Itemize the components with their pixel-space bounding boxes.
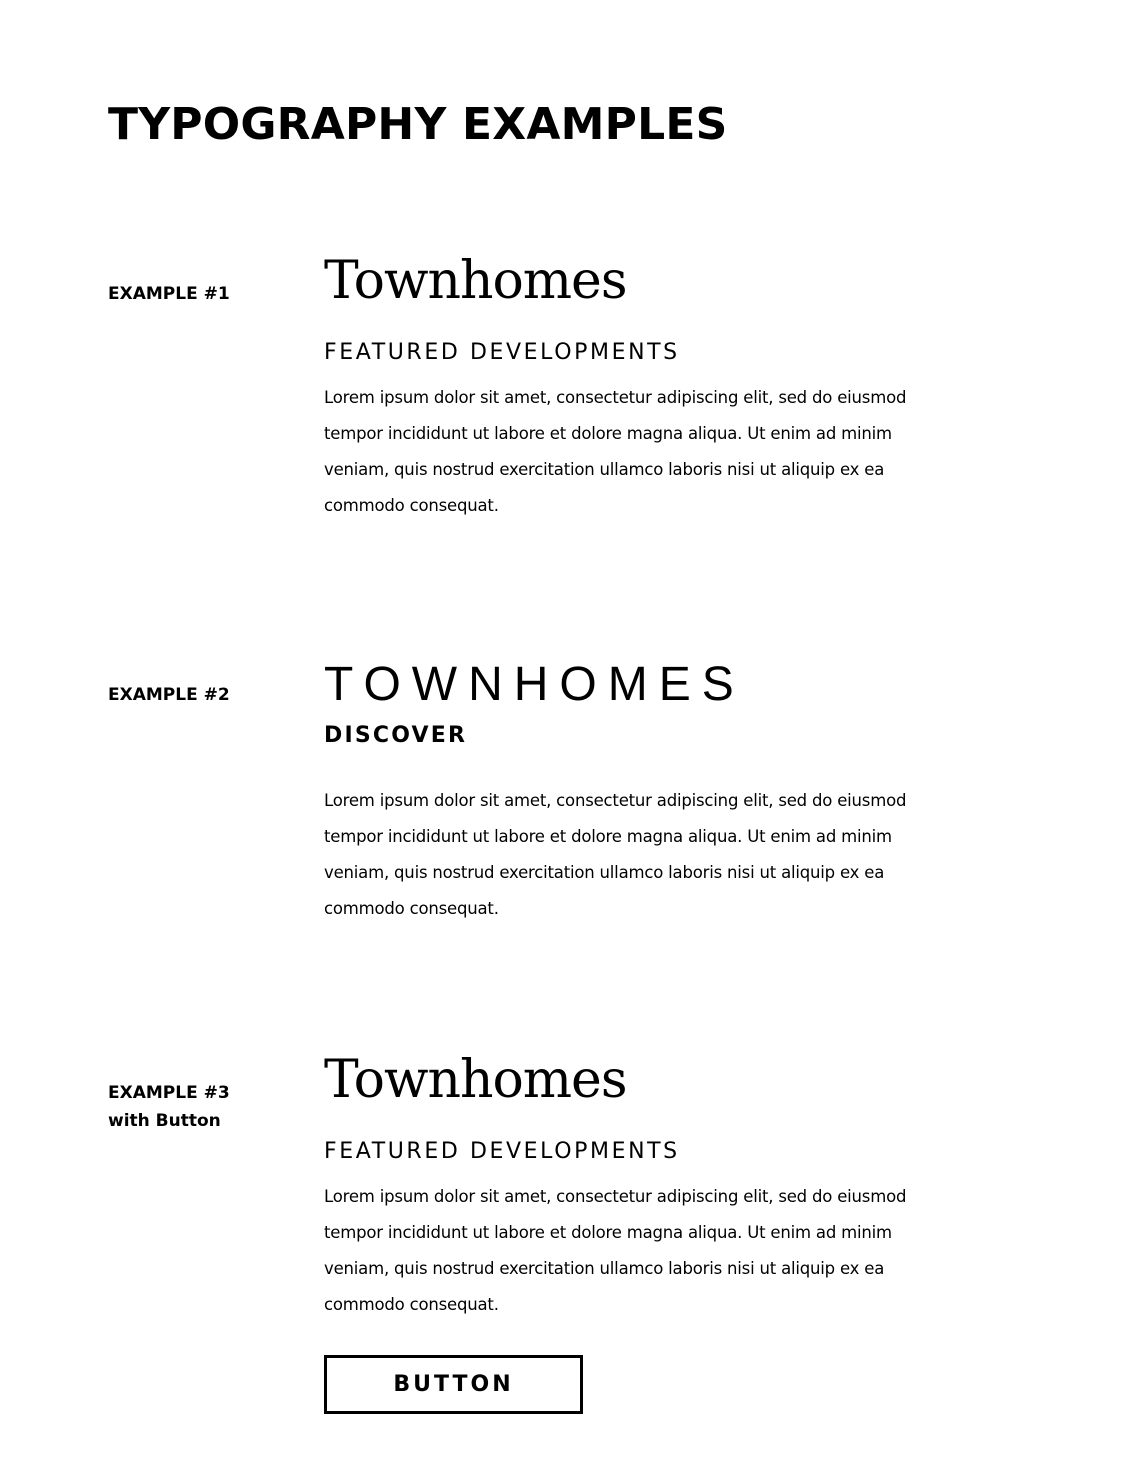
example-3-label-text: EXAMPLE #3	[108, 1083, 230, 1103]
example-3-label-subtext: with Button	[108, 1111, 221, 1131]
example-3-label	[108, 1079, 230, 1135]
example-2-heading: TOWNHOMES	[324, 658, 745, 711]
example-1-label-text: EXAMPLE #1	[108, 284, 230, 304]
example-1-body: Lorem ipsum dolor sit amet, consectetur adipiscing elit, sed do eiusmod tempor incididunt ut labore et dolore magna aliqua. Ut enim ad minim veniam, quis nostrud exercitation ullamco laboris nisi ut aliquip ex ea commodo consequat.	[324, 388, 907, 515]
example-1-subheading: FEATURED DEVELOPMENTS	[324, 340, 680, 365]
example-3-block	[324, 1047, 944, 1414]
example-1-heading: Townhomes	[324, 251, 627, 311]
example-2-block	[324, 657, 944, 927]
example-2-body: Lorem ipsum dolor sit amet, consectetur adipiscing elit, sed do eiusmod tempor incididunt ut labore et dolore magna aliqua. Ut enim ad minim veniam, quis nostrud exercitation ullamco laboris nisi ut aliquip ex ea commodo consequat.	[324, 791, 907, 918]
example-2-label-text: EXAMPLE #2	[108, 685, 230, 705]
page-title: TYPOGRAPHY EXAMPLES	[108, 99, 728, 150]
example-3-heading: Townhomes	[324, 1050, 627, 1110]
example-3-body: Lorem ipsum dolor sit amet, consectetur adipiscing elit, sed do eiusmod tempor incididunt ut labore et dolore magna aliqua. Ut enim ad minim veniam, quis nostrud exercitation ullamco laboris nisi ut aliquip ex ea commodo consequat.	[324, 1187, 907, 1314]
example-3-subheading: FEATURED DEVELOPMENTS	[324, 1139, 680, 1164]
example-1-label	[108, 280, 230, 308]
example-3-button[interactable]: BUTTON	[324, 1355, 583, 1414]
example-1-block	[324, 248, 944, 524]
example-2-label	[108, 681, 230, 709]
example-2-subheading: DISCOVER	[324, 723, 468, 748]
